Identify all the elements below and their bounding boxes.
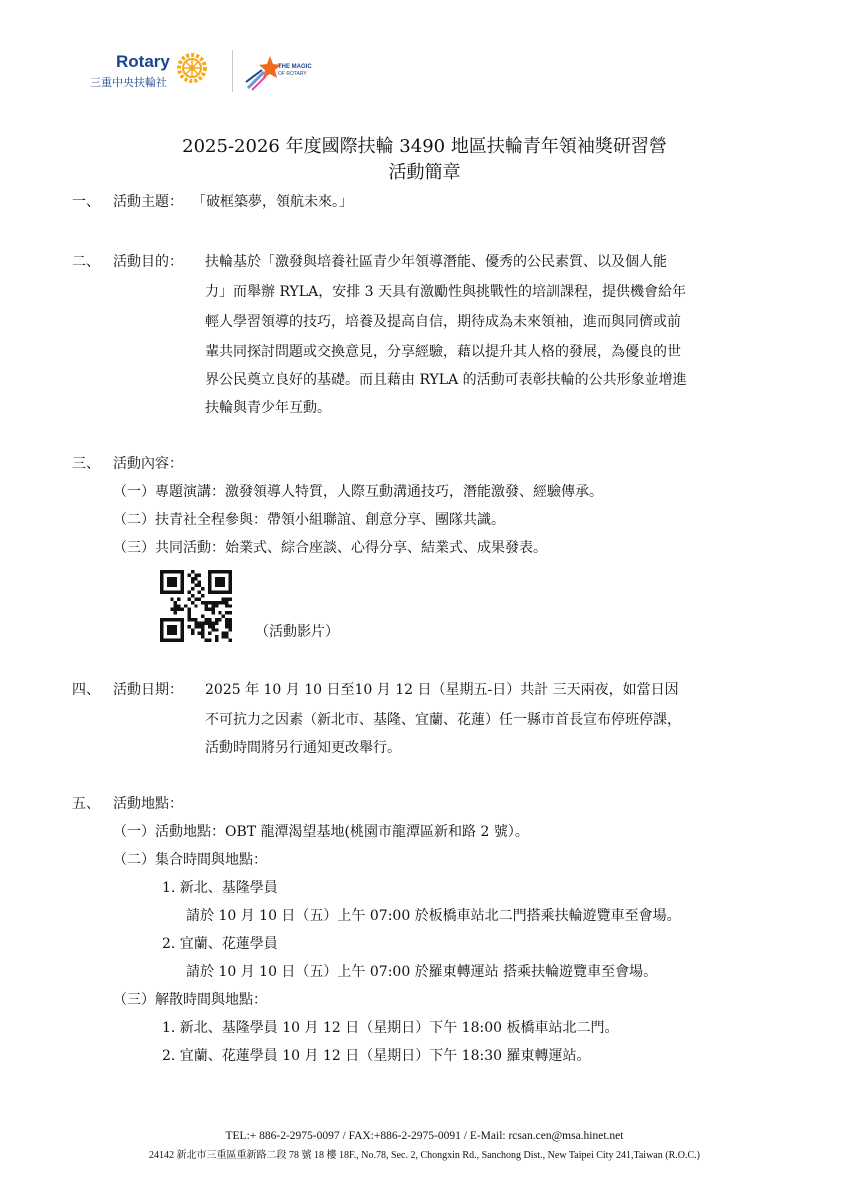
sec4-number: 四、 xyxy=(72,682,100,698)
sec1-text: 「破框築夢，領航未來。」 xyxy=(192,194,353,210)
sec5-number: 五、 xyxy=(72,796,100,812)
sec4-line: 活動時間將另行通知更改舉行。 xyxy=(205,740,401,756)
sec3-item: （一）專題演講：激發領導人特質，人際互動溝通技巧，潛能激發、經驗傳承。 xyxy=(113,484,603,500)
sec5-dismiss-1: 1. 新北、基隆學員 10 月 12 日（星期日）下午 18:00 板橋車站北二門。 xyxy=(162,1020,619,1036)
footer-address: 24142 新北市三重區重新路二段 78 號 18 樓 18F., No.78, Sec. 2, Chongxin Rd., Sanchong Dist., New Taipei City 241,Taiwan (R.O.C.) xyxy=(149,1150,700,1161)
document-title: 2025-2026 年度國際扶輪 3490 地區扶輪青年領袖獎研習營 xyxy=(182,136,667,157)
logo-divider xyxy=(232,50,233,92)
qr-caption: （活動影片） xyxy=(255,624,339,640)
sec2-label: 活動目的： xyxy=(113,254,183,270)
sec3-item: （三）共同活動：始業式、綜合座談、心得分享、結業式、成果發表。 xyxy=(113,540,547,556)
qr-code[interactable] xyxy=(160,570,232,642)
sec1-number: 一、 xyxy=(72,194,100,210)
sec2-number: 二、 xyxy=(72,254,100,270)
sec5-label: 活動地點： xyxy=(113,796,183,812)
sec2-line: 輩共同探討問題或交換意見，分享經驗，藉以提升其人格的發展，為優良的世 xyxy=(205,344,681,360)
sec2-line: 輕人學習領導的技巧，培養及提高自信，期待成為未來領袖，進而與同儕或前 xyxy=(205,314,681,330)
sec5-dismiss-title: （三）解散時間與地點： xyxy=(113,992,267,1008)
sec5-dismiss-2: 2. 宜蘭、花蓮學員 10 月 12 日（星期日）下午 18:30 羅東轉運站。 xyxy=(162,1048,591,1064)
sec3-label: 活動內容： xyxy=(113,456,183,472)
footer-contact: TEL:+ 886-2-2975-0097 / FAX:+886-2-2975-0091 / E-Mail: rcsan.cen@msa.hinet.net xyxy=(225,1130,624,1142)
sec2-line: 扶輪與青少年互動。 xyxy=(205,400,331,416)
sec2-line: 界公民奠立良好的基礎。而且藉由 RYLA 的活動可表彰扶輪的公共形象並增進 xyxy=(205,372,687,388)
rotary-logo xyxy=(88,52,218,92)
club-name: 三重中央扶輪社 xyxy=(90,76,167,89)
sec4-label: 活動日期： xyxy=(113,682,183,698)
sec5-assembly-2-title: 2. 宜蘭、花蓮學員 xyxy=(162,936,278,952)
sec4-line: 不可抗力之因素（新北市、基隆、宜蘭、花蓮）任一縣市首長宣布停班停課， xyxy=(205,712,681,728)
sec3-item: （二）扶青社全程參與：帶領小組聯誼、創意分享、團隊共識。 xyxy=(113,512,505,528)
sec2-line: 力」而舉辦 RYLA，安排 3 天具有激勵性與挑戰性的培訓課程，提供機會給年 xyxy=(205,284,687,300)
rotary-wheel-icon xyxy=(176,52,208,84)
sec5-assembly-title: （二）集合時間與地點： xyxy=(113,852,267,868)
sec5-assembly-1-title: 1. 新北、基隆學員 xyxy=(162,880,278,896)
magic-line2: OF ROTARY xyxy=(278,71,307,77)
magic-line1: THE MAGIC xyxy=(278,64,312,70)
document-subtitle: 活動簡章 xyxy=(388,162,461,183)
sec5-assembly-2-text: 請於 10 月 10 日（五）上午 07:00 於羅東轉運站 搭乘扶輪遊覽車至會場。 xyxy=(186,964,658,980)
sec4-line: 2025 年 10 月 10 日至10 月 12 日（星期五-日）共計 三天兩夜，如當日因 xyxy=(205,682,679,698)
sec2-line: 扶輪基於「激發與培養社區青少年領導潛能、優秀的公民素質、以及個人能 xyxy=(205,254,667,270)
rotary-wordmark: Rotary xyxy=(116,52,170,71)
sec1-label: 活動主題： xyxy=(113,194,183,210)
sec3-number: 三、 xyxy=(72,456,100,472)
sec5-assembly-1-text: 請於 10 月 10 日（五）上午 07:00 於板橋車站北二門搭乘扶輪遊覽車至會場。 xyxy=(186,908,681,924)
magic-of-rotary-logo xyxy=(244,50,354,94)
sec5-venue: （一）活動地點：OBT 龍潭渴望基地(桃園市龍潭區新和路 2 號）。 xyxy=(113,824,529,840)
